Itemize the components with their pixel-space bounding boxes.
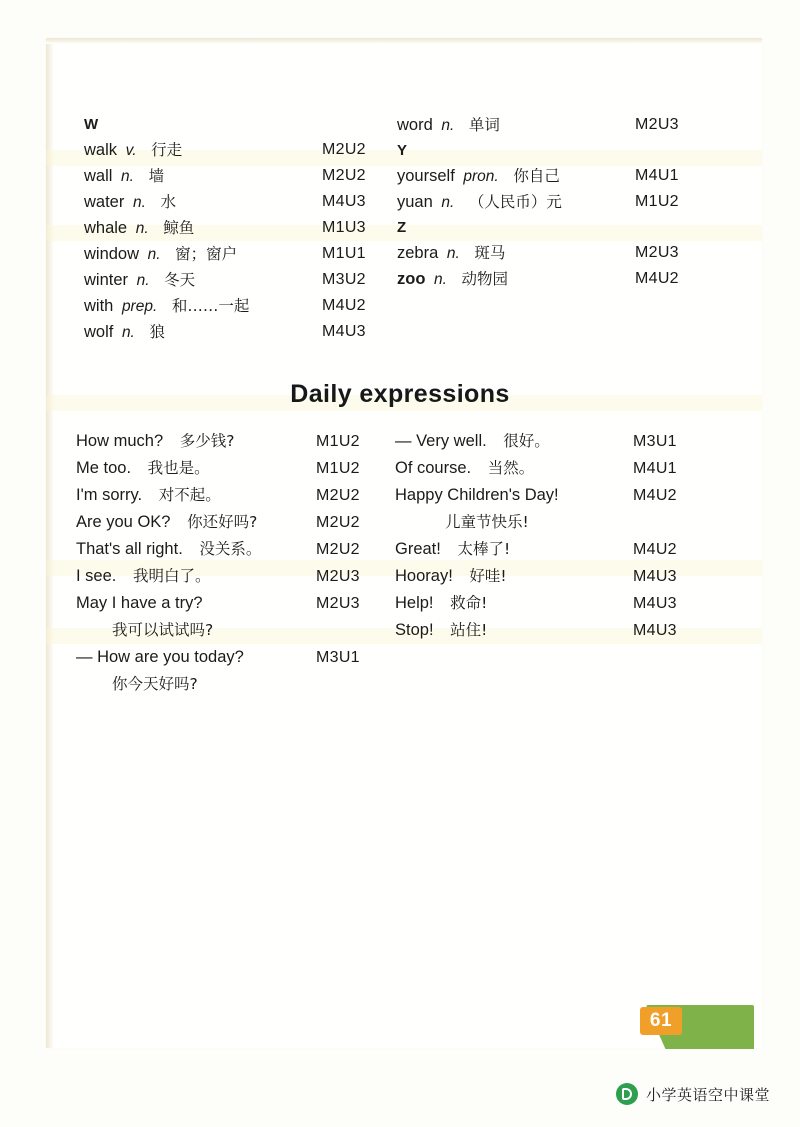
expressions-column-left xyxy=(76,428,406,698)
expression-translation: 你还好吗? xyxy=(187,513,258,531)
expression-module: M2U3 xyxy=(316,595,360,612)
expression-row xyxy=(395,563,735,590)
word-pos: n. xyxy=(121,168,134,185)
expression-row xyxy=(395,455,735,482)
word-entry xyxy=(397,189,697,215)
word-module: M4U2 xyxy=(322,297,366,314)
word-text: yourself xyxy=(397,167,455,185)
expression-translation: 对不起。 xyxy=(158,486,221,504)
word-entry xyxy=(397,240,697,266)
expression-row xyxy=(395,617,735,644)
expression-translation: 救命! xyxy=(450,594,488,612)
word-entry xyxy=(84,163,384,189)
word-text: water xyxy=(84,193,125,211)
word-text: walk xyxy=(84,141,118,159)
expression-module: M2U2 xyxy=(316,541,360,558)
expression-english: Me too. xyxy=(76,459,132,477)
expression-module: M4U3 xyxy=(633,568,677,585)
expression-translation: 很好。 xyxy=(503,432,550,450)
word-text: wall xyxy=(84,167,113,185)
footer-label: 小学英语空中课堂 xyxy=(645,1085,770,1104)
word-pos: prep. xyxy=(121,298,158,315)
expression-module: M4U3 xyxy=(633,595,677,612)
word-pos: n. xyxy=(441,194,455,211)
word-entry xyxy=(397,163,697,189)
word-module: M4U2 xyxy=(635,270,679,287)
expression-module: M4U3 xyxy=(633,622,677,639)
expression-english: Hooray! xyxy=(395,567,453,585)
word-module: M4U3 xyxy=(322,323,366,340)
page-number-badge xyxy=(624,1001,754,1049)
word-list xyxy=(0,112,800,352)
word-pos: n. xyxy=(434,271,447,288)
expression-row xyxy=(76,509,406,536)
expression-row xyxy=(76,482,406,509)
word-text: yuan xyxy=(397,193,433,211)
expression-row xyxy=(395,428,735,455)
word-translation: 狼 xyxy=(149,323,165,341)
expression-translation-continuation: 你今天好吗? xyxy=(112,675,198,693)
expression-row xyxy=(76,563,406,590)
expression-module: M2U2 xyxy=(316,487,360,504)
word-text: whale xyxy=(84,219,128,237)
word-list-column-right xyxy=(397,112,697,292)
word-list-column-left xyxy=(84,112,384,345)
letter-heading-w: W xyxy=(84,116,99,133)
word-entry xyxy=(84,189,384,215)
expression-english: May I have a try? xyxy=(76,594,203,612)
word-text: window xyxy=(84,245,140,263)
expression-english: — How are you today? xyxy=(76,648,244,666)
letter-heading-z: Z xyxy=(397,219,407,236)
expression-translation: 好哇! xyxy=(469,567,507,585)
word-translation: （人民币）元 xyxy=(468,193,562,211)
expression-english: That's all right. xyxy=(76,540,183,558)
expression-row xyxy=(76,428,406,455)
word-translation: 墙 xyxy=(148,167,165,185)
word-translation: 动物园 xyxy=(461,270,509,288)
word-entry xyxy=(397,266,697,292)
word-entry xyxy=(397,112,697,138)
word-pos: n. xyxy=(132,194,146,211)
word-module: M3U2 xyxy=(322,271,366,288)
word-translation: 窗；窗户 xyxy=(175,245,238,263)
word-module: M2U2 xyxy=(322,167,366,184)
word-entry xyxy=(84,319,384,345)
letter-heading-y: Y xyxy=(397,142,408,159)
expression-english: Happy Children's Day! xyxy=(395,486,559,504)
word-translation: 你自己 xyxy=(513,167,560,185)
expression-module: M4U2 xyxy=(633,541,677,558)
word-module: M1U1 xyxy=(322,245,366,262)
page-number: 61 xyxy=(640,1007,682,1035)
word-module: M2U2 xyxy=(322,141,366,158)
expression-row xyxy=(395,590,735,617)
word-text: word xyxy=(397,116,433,134)
expression-translation: 太棒了! xyxy=(457,540,511,558)
expression-english: Are you OK? xyxy=(76,513,171,531)
word-translation: 行走 xyxy=(151,141,183,159)
word-entry xyxy=(84,137,384,163)
expression-module: M1U2 xyxy=(316,460,360,477)
word-pos: n. xyxy=(121,324,135,341)
expression-translation: 当然。 xyxy=(487,459,535,477)
expression-module: M3U1 xyxy=(316,649,360,666)
word-text: zoo xyxy=(397,270,426,288)
word-entry xyxy=(84,293,384,319)
expression-english: I'm sorry. xyxy=(76,486,143,504)
word-translation: 斑马 xyxy=(474,244,506,262)
expression-row xyxy=(76,455,406,482)
footer-watermark xyxy=(616,1079,770,1109)
expressions-column-right xyxy=(395,428,735,644)
word-pos: n. xyxy=(135,220,149,237)
expression-translation: 我也是。 xyxy=(147,459,210,477)
word-module: M2U3 xyxy=(635,244,679,261)
expression-english: Great! xyxy=(395,540,441,558)
expression-english: Of course. xyxy=(395,459,472,477)
word-translation: 单词 xyxy=(468,116,500,134)
expression-translation-continuation: 儿童节快乐! xyxy=(445,513,529,531)
section-heading-daily-expressions: Daily expressions xyxy=(290,380,510,408)
word-translation: 水 xyxy=(160,193,176,211)
expression-row xyxy=(395,482,735,509)
word-entry xyxy=(84,241,384,267)
expression-row xyxy=(76,644,406,671)
expression-translation: 没关系。 xyxy=(199,540,262,558)
word-text: zebra xyxy=(397,244,439,262)
expression-english: I see. xyxy=(76,567,117,585)
expression-row xyxy=(76,536,406,563)
word-entry xyxy=(84,267,384,293)
word-pos: n. xyxy=(136,272,150,289)
expression-translation: 站住! xyxy=(450,621,488,639)
word-module: M4U1 xyxy=(635,167,679,184)
word-module: M4U3 xyxy=(322,193,366,210)
word-entry xyxy=(84,215,384,241)
word-translation: 和……一起 xyxy=(171,297,250,315)
word-pos: n. xyxy=(147,246,161,263)
expression-row xyxy=(395,536,735,563)
expression-english: — Very well. xyxy=(395,432,487,450)
expression-translation: 多少钱? xyxy=(179,432,235,450)
expression-module: M3U1 xyxy=(633,433,677,450)
word-translation: 冬天 xyxy=(164,271,196,289)
word-pos: pron. xyxy=(463,168,499,185)
word-module: M1U3 xyxy=(322,219,366,236)
expression-module: M2U3 xyxy=(316,568,360,585)
expression-translation-continuation: 我可以试试吗? xyxy=(112,621,214,639)
word-module: M2U3 xyxy=(635,116,679,133)
expression-module: M4U1 xyxy=(633,460,677,477)
word-translation: 鲸鱼 xyxy=(163,219,195,237)
expression-english: Help! xyxy=(395,594,434,612)
expression-english: How much? xyxy=(76,432,164,450)
word-pos: n. xyxy=(441,117,455,134)
word-pos: n. xyxy=(446,245,460,262)
expression-row xyxy=(76,590,406,617)
word-text: winter xyxy=(84,271,129,289)
expression-translation: 我明白了。 xyxy=(132,567,211,585)
word-text: with xyxy=(84,297,114,315)
word-pos: v. xyxy=(125,142,137,159)
expression-english: Stop! xyxy=(395,621,434,639)
expression-module: M1U2 xyxy=(316,433,360,450)
book-icon xyxy=(616,1083,638,1105)
expression-module: M4U2 xyxy=(633,487,677,504)
word-module: M1U2 xyxy=(635,193,679,210)
expression-module: M2U2 xyxy=(316,514,360,531)
word-text: wolf xyxy=(84,323,114,341)
